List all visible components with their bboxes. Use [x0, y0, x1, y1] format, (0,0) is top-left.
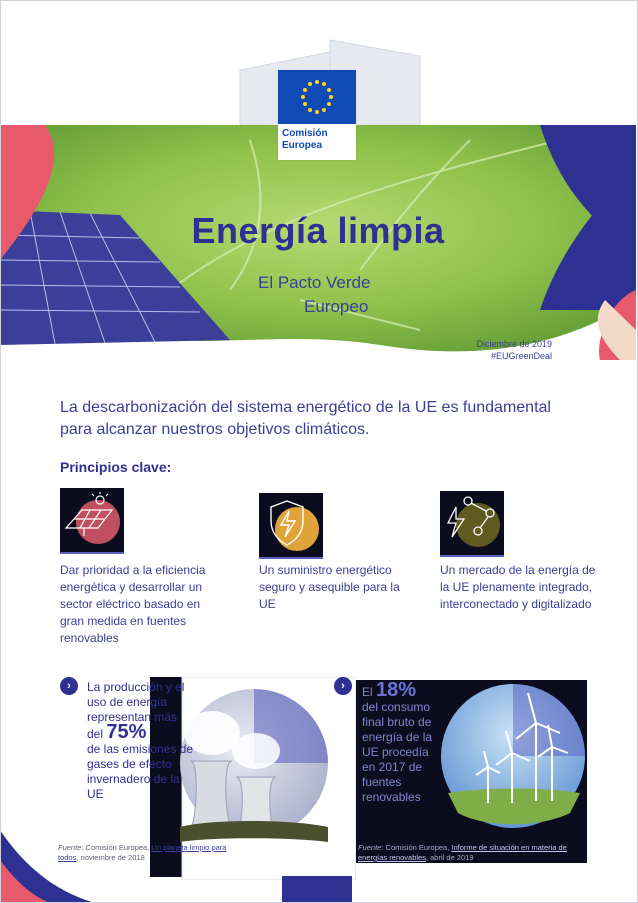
network-bolt-icon — [440, 491, 504, 557]
hashtag: #EUGreenDeal — [490, 351, 552, 361]
stat-2-value: 18% — [376, 679, 417, 701]
intro-text: La descarbonización del sistema energético de la UE es fundamental para alcanzar nuestros objetivos climáticos. — [60, 399, 551, 438]
solar-panel-icon — [60, 488, 124, 554]
eu-flag-icon — [278, 70, 356, 124]
stat-2-line2: del consumo final bruto de energía de la UE procedía en 2017 de fuentes renovables — [362, 700, 433, 804]
hero-banner — [0, 0, 638, 360]
logo-text — [282, 128, 354, 152]
principles-heading: Principios clave: — [60, 459, 172, 475]
wind-turbines-image — [440, 683, 586, 829]
page-subtitle — [258, 271, 398, 319]
stat-1-prefix: del — [87, 727, 107, 741]
bottom-left-accent — [0, 820, 100, 903]
chevron-right-icon-2[interactable]: › — [334, 677, 352, 695]
source-2 — [358, 843, 582, 863]
source-2-tail: , abril de 2019 — [425, 853, 474, 862]
logo-line1: Comisión — [282, 128, 328, 139]
date-block — [440, 338, 552, 362]
subtitle-line1: El Pacto Verde — [258, 273, 371, 292]
publication-date: Diciembre de 2019 — [476, 339, 552, 349]
shield-bolt-icon — [259, 493, 323, 559]
stat-2-text — [362, 679, 442, 805]
source-1-org: : Comisión Europea, — [81, 843, 152, 852]
eu-commission-logo — [278, 70, 356, 160]
principle-1-text: Dar prioridad a la eficiencia energética y desarrollar un sector eléctrico basado en gran medida en fuentes renovables — [60, 563, 206, 645]
stat-2-prefix: El — [362, 685, 377, 699]
chevron-right-icon[interactable]: › — [60, 677, 78, 695]
source-1-tail: , noviembre de 2018 — [76, 853, 145, 862]
subtitle-line2: Europeo — [304, 297, 369, 316]
page-title: Energía limpia — [191, 210, 445, 251]
source-2-link[interactable]: Informe de situación en materia de energías renovables — [358, 843, 567, 862]
source-1-link[interactable]: Un planeta limpio para todos — [58, 843, 227, 862]
source-1-label: Fuente — [58, 843, 82, 852]
stat-1-line1: La producción y el uso de energía representan más — [87, 680, 185, 724]
stat-1-value: 75% — [106, 721, 147, 743]
principle-3-text: Un mercado de la energía de la UE plenamente integrado, interconectado y digitalizado — [440, 563, 596, 611]
logo-line2: Europea — [282, 140, 323, 151]
source-2-label: Fuente — [358, 843, 382, 852]
principle-2-text: Un suministro energético seguro y asequible para la UE — [259, 563, 400, 611]
bottom-bar — [282, 876, 352, 903]
stat-1-line2: de las emisiones de gases de efecto invernadero de la UE — [87, 742, 194, 801]
source-2-org: : Comisión Europea, — [381, 843, 452, 852]
stat-1-text — [87, 680, 197, 802]
